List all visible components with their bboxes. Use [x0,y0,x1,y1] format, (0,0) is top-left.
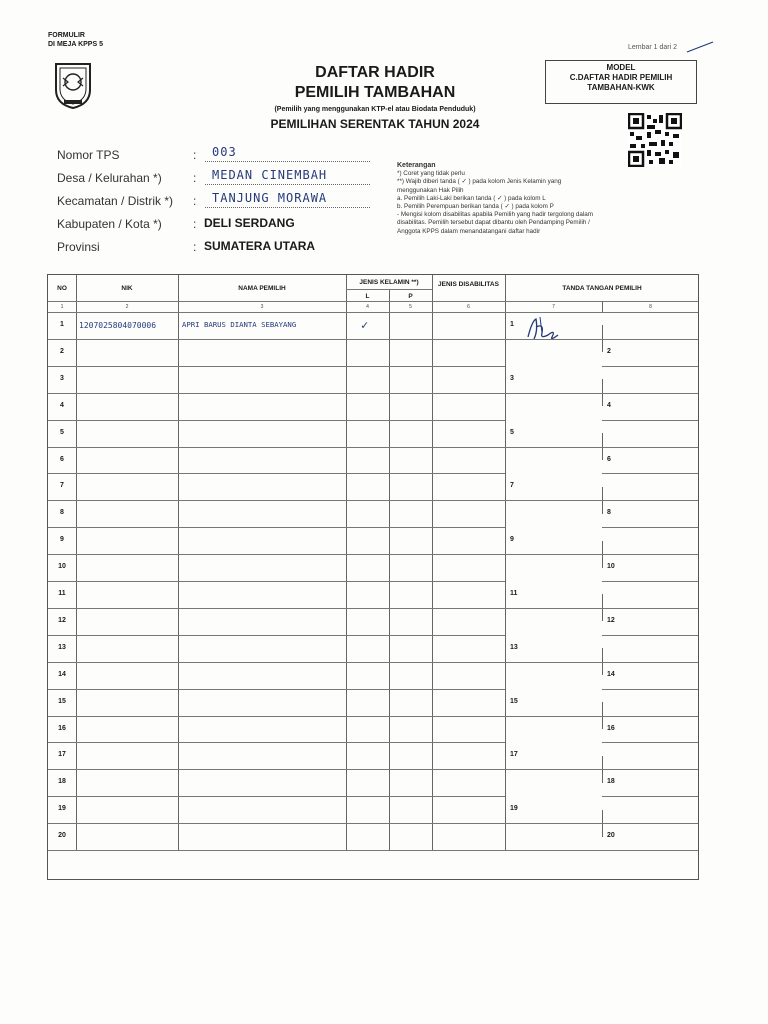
table-column-line [602,301,603,312]
table-row-line [505,393,602,394]
table-row-line [48,742,505,743]
table-row-line [346,289,432,290]
table-row-line [505,823,602,824]
signature-slot-number: 6 [607,455,611,463]
signature-slot-number: 7 [510,482,514,490]
header-l: L [365,293,370,300]
signature-slot-number: 11 [510,590,518,597]
column-number: 6 [467,304,470,310]
colon: : [193,148,197,162]
table-row-line [602,742,698,743]
table-row-line [48,473,505,474]
column-number: 5 [409,304,412,310]
row-number: 6 [60,455,64,463]
model-line2: C.DAFTAR HADIR PEMILIH [569,73,673,82]
notes-line: disabilitas. Pemilih tersebut dapat dibantu oleh Pendamping Pemilih / [397,219,590,227]
table-row-line [602,527,698,528]
table-row-line [505,554,602,555]
row-number: 12 [58,616,66,624]
notes-line: b. Pemilih Perempuan berikan tanda ( ✓ ) pada kolom P [397,203,554,211]
table-row-line [602,447,698,448]
row-number: 8 [60,509,64,517]
colon: : [193,171,197,185]
table-column-line [346,275,347,850]
table-row-line [505,662,602,663]
signature-slot-number: 20 [607,832,615,840]
nik-cell: 1207025804070006 [79,321,157,330]
notes-line: menggunakan Hak Pilih [397,186,464,194]
table-row-line [48,769,505,770]
attendance-table [47,274,699,880]
table-row-line [48,366,505,367]
notes-line: - Mengisi kolom disabilitas apabila Pemilih yang hadir tergolong dalam [397,211,594,219]
table-row-line [48,527,505,528]
signature-slot-number: 10 [607,563,615,571]
table-row-line [48,581,505,582]
title-line3: PEMILIHAN SERENTAK TAHUN 2024 [270,117,480,131]
table-row-line [48,393,505,394]
row-number: 2 [60,347,64,355]
signature-slot-number: 12 [607,616,615,624]
colon: : [193,240,197,254]
row-number: 9 [60,536,64,544]
notes-block [397,162,697,236]
notes-line: a. Pemilih Laki-Laki berikan tanda ( ✓ ) pada kolom L [397,194,546,202]
table-row-line [602,769,698,770]
row-number: 4 [60,401,64,409]
table-column-line [505,275,506,850]
table-column-line [178,275,179,850]
column-number: 4 [366,304,369,310]
row-number: 19 [58,805,66,813]
row-number: 3 [60,374,64,382]
signature-slot-number: 16 [607,724,615,732]
table-row-line [602,608,698,609]
colon: : [193,217,197,231]
header-jenis-kelamin: JENIS KELAMIN **) [359,279,419,286]
table-row-line [505,500,602,501]
page-indicator: Lembar 1 dari 2 [628,44,678,51]
row-number: 11 [58,590,66,597]
table-row-line [48,850,698,851]
table-row-line [48,312,698,313]
table-row-line [602,635,698,636]
signature-slot-number: 8 [607,509,611,517]
signature-slot-number: 3 [510,374,514,382]
row-number: 5 [60,428,64,436]
table-row-line [48,608,505,609]
row-number: 16 [58,724,66,732]
table-row-line [48,447,505,448]
table-row-line [505,447,602,448]
pen-stroke-mark [685,40,715,54]
table-row-line [602,796,698,797]
header-no: NO [57,285,67,292]
header-nama: NAMA PEMILIH [238,285,286,292]
table-row-line [48,716,505,717]
colon: : [193,194,197,208]
row-number: 20 [58,832,66,840]
dotted-line [205,161,370,162]
signature-slot-number: 2 [607,347,611,355]
table-column-line [389,289,390,850]
table-row-line [602,823,698,824]
row-number: 1 [60,321,64,328]
row-number: 18 [58,778,66,786]
header-nik: NIK [121,285,133,292]
signature-slot-number: 15 [510,697,518,705]
row-number: 7 [60,482,64,490]
provinsi-label: Provinsi [57,240,100,254]
column-number: 7 [552,304,555,310]
table-row-line [602,716,698,717]
table-row-line [48,339,505,340]
table-column-line [76,275,77,850]
notes-heading: Keterangan [397,162,436,169]
table-row-line [48,823,505,824]
table-row-line [602,366,698,367]
form-label-line2: DI MEJA KPPS 5 [48,41,103,48]
kabupaten-value: DELI SERDANG [204,216,295,230]
signature-slot-number: 17 [510,751,518,759]
table-row-line [505,608,602,609]
row-number: 14 [58,670,66,678]
kabupaten-label: Kabupaten / Kota *) [57,217,162,231]
notes-line: **) Wajib diberi tanda ( ✓ ) pada kolom Jenis Kelamin yang [397,178,562,186]
signature-slot-number: 18 [607,778,615,786]
signature-slot-number: 14 [607,670,615,678]
notes-line: Anggota KPPS dalam menandatangani daftar hadir [397,227,541,235]
table-column-line [432,275,433,850]
qr-code-icon [628,113,682,167]
desa-value: MEDAN CINEMBAH [212,168,328,182]
table-row-line [505,716,602,717]
column-number: 2 [125,304,129,310]
table-row-line [505,769,602,770]
table-row-line [505,339,602,340]
kecamatan-label: Kecamatan / Distrik *) [57,194,174,208]
row-number: 13 [58,643,66,651]
column-number: 1 [60,304,64,310]
title-subtitle: (Pemilih yang menggunakan KTP-el atau Biodata Penduduk) [274,106,476,113]
signature-mark [522,313,566,345]
table-row-line [48,301,698,302]
table-row-line [602,420,698,421]
table-row-line [602,554,698,555]
table-row-line [48,420,505,421]
title-line2: PEMILIH TAMBAHAN [294,84,456,101]
table-row-line [48,635,505,636]
dotted-line [205,184,370,185]
table-row-line [602,689,698,690]
table-row-line [602,662,698,663]
table-row-line [602,339,698,340]
kecamatan-value: TANJUNG MORAWA [212,191,328,205]
signature-slot-number: 19 [510,805,518,813]
nomor-tps-label: Nomor TPS [57,148,120,162]
form-label-line1: FORMULIR [48,32,85,39]
row-number: 17 [58,751,66,759]
checkmark-l: ✓ [361,318,369,332]
table-row-line [48,500,505,501]
column-number: 3 [260,304,264,310]
table-row-line [48,689,505,690]
nomor-tps-value: 003 [212,145,237,159]
row-number: 10 [58,563,66,571]
table-row-line [602,500,698,501]
signature-slot-number: 4 [607,401,611,409]
table-row-line [48,662,505,663]
table-row-line [602,393,698,394]
header-p: P [408,293,413,300]
table-row-line [48,554,505,555]
desa-label: Desa / Kelurahan *) [57,171,162,185]
table-row-line [602,581,698,582]
column-number: 8 [649,304,652,310]
dotted-line [205,207,370,208]
garuda-emblem-logo [50,60,96,110]
signature-slot-number: 13 [510,643,518,651]
header-disabilitas: JENIS DISABILITAS [438,281,499,288]
table-row-line [602,473,698,474]
model-box [545,60,697,104]
header-tanda-tangan: TANDA TANGAN PEMILIH [562,285,642,292]
signature-slot-number: 9 [510,536,514,544]
notes-line: *) Coret yang tidak perlu [397,170,465,178]
provinsi-value: SUMATERA UTARA [204,239,316,253]
model-line1: MODEL [606,63,636,72]
table-row-line [48,796,505,797]
model-line3: TAMBAHAN-KWK [587,83,655,92]
nama-cell: APRI BARUS DIANTA SEBAYANG [182,320,297,329]
title-line1: DAFTAR HADIR [315,64,435,81]
signature-slot-number: 1 [510,321,514,328]
row-number: 15 [58,697,66,705]
signature-slot-number: 5 [510,428,514,436]
